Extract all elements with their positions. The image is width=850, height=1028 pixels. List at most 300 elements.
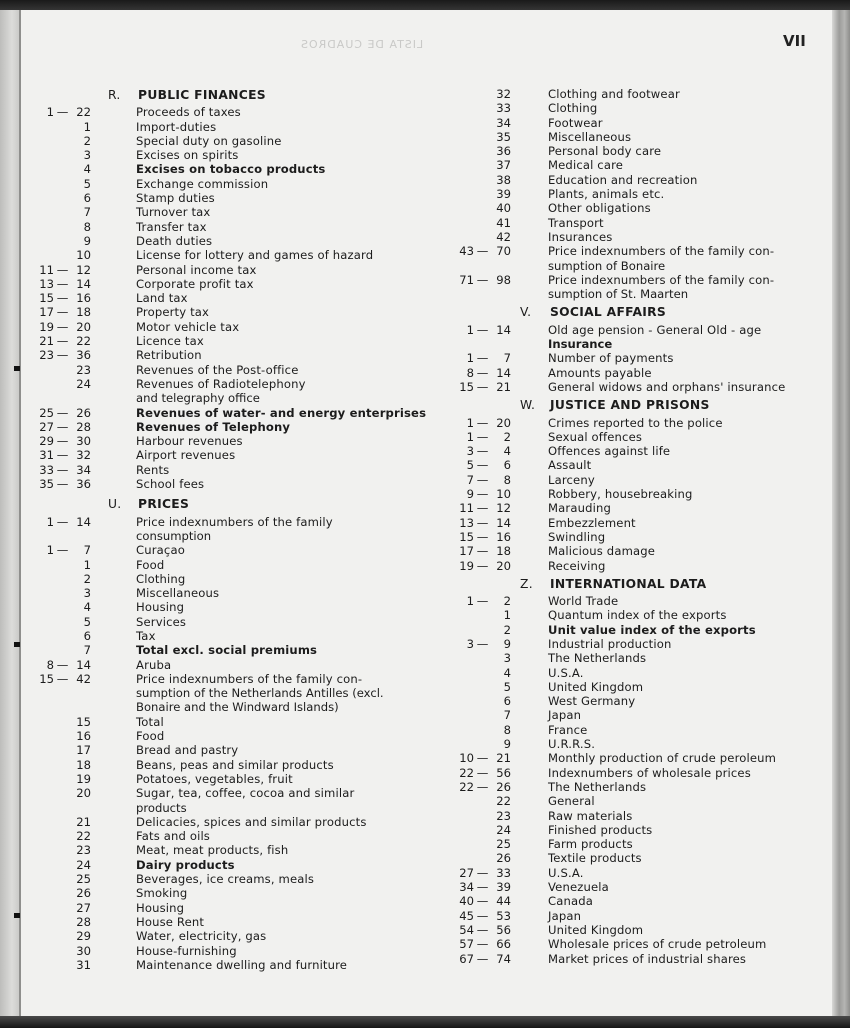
table-number	[448, 708, 548, 722]
range-start: 71	[459, 272, 474, 287]
list-item-label: Dairy products	[136, 857, 235, 872]
range-dash: —	[476, 458, 489, 473]
list-item-label: Licence tax	[136, 334, 204, 349]
range-single: 31	[76, 957, 91, 972]
range-end: 2	[503, 594, 511, 609]
table-number	[28, 448, 136, 462]
list-item-label: Price indexnumbers of the family	[136, 514, 333, 529]
list-item	[28, 815, 428, 829]
table-number	[28, 643, 136, 657]
range-end: 21	[496, 751, 511, 766]
range-single: 4	[503, 665, 511, 680]
list-item	[448, 923, 808, 937]
list-item	[448, 637, 808, 651]
range-single: 3	[83, 148, 91, 163]
list-item-label: Finished products	[548, 822, 653, 837]
range-single: 34	[496, 115, 511, 130]
range-dash: —	[476, 244, 489, 259]
table-number	[28, 901, 136, 915]
range-single: 24	[76, 376, 91, 391]
list-item	[448, 516, 808, 530]
table-number	[28, 786, 136, 800]
range-start: 22	[459, 765, 474, 780]
list-item-label: Water, electricity, gas	[136, 929, 267, 944]
range-dash: —	[476, 365, 489, 380]
list-item-label: Beans, peas and similar products	[136, 757, 334, 772]
list-item	[28, 348, 428, 362]
table-number	[448, 516, 548, 530]
table-number	[28, 758, 136, 772]
list-item	[448, 837, 808, 851]
list-item	[448, 87, 808, 101]
list-item	[448, 351, 808, 365]
range-end: 7	[83, 543, 91, 558]
list-item-label: Insurances	[548, 229, 613, 244]
range-dash: —	[476, 322, 489, 337]
list-item-label: Exchange commission	[136, 176, 269, 191]
list-item	[448, 487, 808, 501]
list-item	[28, 205, 428, 219]
range-dash: —	[476, 922, 489, 937]
table-number	[28, 572, 136, 586]
table-number	[448, 351, 548, 365]
list-item-label: France	[548, 722, 588, 737]
list-item	[448, 559, 808, 573]
range-dash: —	[56, 276, 69, 291]
range-dash: —	[476, 636, 489, 651]
range-end: 98	[496, 272, 511, 287]
list-item	[448, 187, 808, 201]
table-number	[28, 348, 136, 362]
range-dash: —	[476, 937, 489, 952]
range-single: 35	[496, 129, 511, 144]
table-number	[28, 305, 136, 319]
list-item-label: Revenues of the Post-office	[136, 362, 299, 377]
section-title: JUSTICE AND PRISONS	[550, 398, 710, 413]
range-start: 7	[466, 472, 474, 487]
list-item-label: Farm products	[548, 837, 633, 852]
list-item-label: Price indexnumbers of the family con-	[136, 671, 363, 686]
range-single: 26	[76, 886, 91, 901]
table-number	[28, 148, 136, 162]
range-dash: —	[56, 543, 69, 558]
table-number	[28, 772, 136, 786]
list-item	[448, 544, 808, 558]
list-item	[28, 886, 428, 900]
table-number	[448, 158, 548, 172]
table-number	[448, 866, 548, 880]
list-item	[448, 530, 808, 544]
range-start: 1	[466, 594, 474, 609]
table-number	[28, 915, 136, 929]
range-single: 28	[76, 914, 91, 929]
list-item	[448, 694, 808, 708]
table-number	[28, 515, 136, 529]
range-start: 8	[46, 657, 54, 672]
table-number	[448, 101, 548, 115]
list-item	[448, 380, 808, 394]
range-start: 19	[459, 558, 474, 573]
range-dash: —	[56, 657, 69, 672]
list-item	[28, 558, 428, 572]
list-item-label: Services	[136, 614, 187, 629]
range-end: 10	[496, 487, 511, 502]
list-item	[448, 473, 808, 487]
list-item-label: Medical care	[548, 158, 624, 173]
list-item-label: Larceny	[548, 472, 595, 487]
page-edge	[832, 10, 850, 1018]
list-item-continuation: consumption	[136, 528, 212, 543]
table-number	[28, 291, 136, 305]
range-start: 3	[466, 636, 474, 651]
list-item-label: Monthly production of crude peroleum	[548, 751, 777, 766]
table-number	[448, 952, 548, 966]
range-end: 20	[76, 319, 91, 334]
list-item	[28, 615, 428, 629]
table-number	[448, 116, 548, 130]
list-item-label: Malicious damage	[548, 544, 656, 559]
range-dash: —	[476, 865, 489, 880]
table-number	[448, 809, 548, 823]
range-start: 1	[46, 543, 54, 558]
list-item-label: Meat, meat products, fish	[136, 843, 289, 858]
range-single: 6	[83, 628, 91, 643]
range-dash: —	[476, 951, 489, 966]
list-item-label: Food	[136, 729, 165, 744]
range-single: 22	[76, 829, 91, 844]
list-item-label: U.S.A.	[548, 665, 584, 680]
range-dash: —	[476, 558, 489, 573]
range-end: 14	[76, 514, 91, 529]
table-number	[448, 273, 548, 287]
list-item	[448, 323, 808, 337]
list-item	[448, 416, 808, 430]
range-single: 38	[496, 172, 511, 187]
table-number	[28, 615, 136, 629]
range-start: 1	[46, 514, 54, 529]
list-item-label: Japan	[548, 908, 582, 923]
list-item	[28, 148, 428, 162]
list-item	[448, 430, 808, 444]
section-title: PRICES	[138, 497, 190, 512]
list-item	[28, 515, 428, 529]
list-item-label: Embezzlement	[548, 515, 636, 530]
list-item	[28, 915, 428, 929]
section-letter: W.	[520, 398, 536, 413]
list-item	[28, 600, 428, 614]
range-dash: —	[476, 444, 489, 459]
range-dash: —	[476, 529, 489, 544]
list-item-label: Harbour revenues	[136, 434, 243, 449]
range-end: 18	[496, 544, 511, 559]
range-dash: —	[476, 908, 489, 923]
range-start: 13	[39, 276, 54, 291]
table-number	[28, 743, 136, 757]
range-single: 6	[83, 191, 91, 206]
list-item-label: Robbery, housebreaking	[548, 487, 693, 502]
range-single: 20	[76, 786, 91, 801]
range-end: 7	[503, 351, 511, 366]
list-item-label: Clothing	[548, 101, 598, 116]
range-start: 27	[39, 419, 54, 434]
table-number	[28, 334, 136, 348]
list-item-label: World Trade	[548, 594, 619, 609]
list-item	[28, 944, 428, 958]
range-dash: —	[56, 305, 69, 320]
section-heading	[28, 88, 428, 102]
table-number	[28, 843, 136, 857]
range-dash: —	[56, 419, 69, 434]
list-item-continuation: products	[136, 800, 187, 815]
range-end: 14	[496, 365, 511, 380]
list-item	[448, 866, 808, 880]
left-column	[28, 88, 428, 972]
list-item-label: Receiving	[548, 558, 606, 573]
table-number	[28, 600, 136, 614]
table-number	[448, 766, 548, 780]
table-number	[28, 829, 136, 843]
list-item-label: U.R.R.S.	[548, 737, 596, 752]
list-item-label: Price indexnumbers of the family con-	[548, 272, 775, 287]
range-dash: —	[476, 515, 489, 530]
range-end: 2	[503, 429, 511, 444]
range-end: 14	[496, 515, 511, 530]
table-number	[448, 444, 548, 458]
list-item-label: Tax	[136, 628, 156, 643]
range-start: 13	[459, 515, 474, 530]
range-single: 26	[496, 851, 511, 866]
range-single: 15	[76, 714, 91, 729]
range-start: 5	[466, 458, 474, 473]
section-heading	[28, 497, 428, 511]
list-item	[448, 937, 808, 951]
range-end: 56	[496, 765, 511, 780]
list-item-label: Bread and pastry	[136, 743, 239, 758]
list-item	[28, 162, 428, 176]
range-dash: —	[56, 514, 69, 529]
range-dash: —	[476, 594, 489, 609]
range-start: 27	[459, 865, 474, 880]
list-item-label: Amounts payable	[548, 365, 652, 380]
list-item-label: Clothing and footwear	[548, 87, 680, 101]
list-item	[28, 120, 428, 134]
range-single: 1	[83, 119, 91, 134]
table-number	[28, 220, 136, 234]
list-item	[28, 334, 428, 348]
section-title: PUBLIC FINANCES	[138, 88, 266, 102]
section-title: INTERNATIONAL DATA	[550, 576, 707, 591]
range-dash: —	[476, 487, 489, 502]
section-letter: Z.	[520, 576, 533, 591]
list-item-label: Total	[136, 714, 164, 729]
list-item	[28, 263, 428, 277]
table-number	[448, 880, 548, 894]
list-item	[28, 872, 428, 886]
list-item-label: The Netherlands	[548, 651, 647, 666]
list-item	[28, 134, 428, 148]
list-item-label: Wholesale prices of crude petroleum	[548, 937, 767, 952]
list-item-label: Airport revenues	[136, 448, 236, 463]
list-item	[28, 177, 428, 191]
list-item-label: Sexual offences	[548, 429, 643, 444]
list-item	[448, 608, 808, 622]
range-single: 39	[496, 187, 511, 202]
table-number	[448, 530, 548, 544]
range-single: 1	[503, 608, 511, 623]
list-item-label: General widows and orphans' insurance	[548, 379, 786, 394]
range-single: 27	[76, 900, 91, 915]
list-item	[28, 420, 428, 434]
list-item-label: Venezuela	[548, 880, 609, 895]
list-item	[448, 723, 808, 737]
section-heading	[448, 398, 808, 412]
list-item-label: Price indexnumbers of the family con-	[548, 244, 775, 259]
range-start: 45	[459, 908, 474, 923]
table-number	[448, 723, 548, 737]
list-item	[28, 434, 428, 448]
range-start: 25	[39, 405, 54, 420]
range-single: 2	[503, 622, 511, 637]
list-item	[448, 794, 808, 808]
list-item-label: Total excl. social premiums	[136, 643, 318, 658]
range-start: 23	[39, 348, 54, 363]
range-start: 1	[466, 322, 474, 337]
table-number	[448, 244, 548, 258]
list-item	[448, 101, 808, 115]
list-item	[28, 658, 428, 672]
list-item	[28, 715, 428, 729]
list-item	[448, 909, 808, 923]
table-number	[448, 144, 548, 158]
list-item-label: Rents	[136, 462, 170, 477]
range-single: 5	[83, 176, 91, 191]
list-item-label: Miscellaneous	[548, 129, 632, 144]
list-item	[28, 277, 428, 291]
list-item-label: Market prices of industrial shares	[548, 951, 747, 966]
range-dash: —	[56, 462, 69, 477]
list-item-label: Revenues of water- and energy enterprises	[136, 405, 427, 420]
list-item-label: House-furnishing	[136, 943, 237, 958]
range-end: 20	[496, 558, 511, 573]
range-end: 9	[503, 636, 511, 651]
range-dash: —	[56, 448, 69, 463]
range-dash: —	[56, 671, 69, 686]
table-number	[28, 958, 136, 972]
range-end: 26	[76, 405, 91, 420]
range-single: 7	[83, 643, 91, 658]
range-start: 40	[459, 894, 474, 909]
binding-mark	[14, 366, 20, 371]
range-single: 29	[76, 929, 91, 944]
list-item-continuation: and telegraphy office	[136, 391, 260, 406]
range-single: 2	[83, 133, 91, 148]
list-item-label: Maintenance dwelling and furniture	[136, 957, 348, 972]
table-number	[448, 230, 548, 244]
list-item-label: Marauding	[548, 501, 611, 516]
range-single: 9	[503, 737, 511, 752]
table-number	[28, 406, 136, 420]
table-number	[448, 937, 548, 951]
range-single: 5	[83, 614, 91, 629]
list-item-label: Property tax	[136, 305, 210, 320]
range-single: 33	[496, 101, 511, 116]
table-number	[448, 608, 548, 622]
table-number	[448, 751, 548, 765]
list-item	[448, 780, 808, 794]
list-item	[448, 666, 808, 680]
range-single: 1	[83, 557, 91, 572]
table-number	[28, 434, 136, 448]
table-number	[448, 894, 548, 908]
table-number	[28, 205, 136, 219]
section-heading	[448, 577, 808, 591]
range-single: 24	[76, 857, 91, 872]
list-item-label: House Rent	[136, 914, 205, 929]
table-number	[448, 837, 548, 851]
range-start: 3	[466, 444, 474, 459]
range-end: 70	[496, 244, 511, 259]
list-item	[28, 572, 428, 586]
range-single: 18	[76, 757, 91, 772]
range-start: 1	[46, 105, 54, 120]
list-item	[28, 248, 428, 262]
list-item	[448, 444, 808, 458]
range-start: 31	[39, 448, 54, 463]
list-item-label: Revenues of Radiotelephony	[136, 376, 306, 391]
table-number	[448, 458, 548, 472]
range-single: 3	[83, 586, 91, 601]
table-number	[28, 477, 136, 491]
section-title: SOCIAL AFFAIRS	[550, 305, 667, 320]
range-dash: —	[476, 379, 489, 394]
range-end: 21	[496, 379, 511, 394]
list-item-label: Miscellaneous	[136, 586, 220, 601]
list-item	[28, 191, 428, 205]
list-item-continuation: sumption of Bonaire	[548, 258, 666, 273]
right-column	[448, 87, 808, 966]
list-item-label: Quantum index of the exports	[548, 608, 727, 623]
table-number	[28, 658, 136, 672]
table-number	[28, 929, 136, 943]
list-item-label: Number of payments	[548, 351, 674, 366]
range-end: 32	[76, 448, 91, 463]
list-item-label: Textile products	[548, 851, 642, 866]
list-item	[28, 305, 428, 319]
list-item	[448, 851, 808, 865]
table-number	[28, 363, 136, 377]
list-item-label: Food	[136, 557, 165, 572]
range-single: 7	[83, 205, 91, 220]
range-dash: —	[476, 544, 489, 559]
list-item-label: Footwear	[548, 115, 603, 130]
table-number	[448, 823, 548, 837]
list-item-label: Japan	[548, 708, 582, 723]
list-item-label: Fats and oils	[136, 829, 211, 844]
list-item	[28, 958, 428, 972]
list-item-label: Transfer tax	[136, 219, 207, 234]
list-item-label: Housing	[136, 900, 185, 915]
table-number	[28, 886, 136, 900]
table-number	[448, 559, 548, 573]
list-item-label: Potatoes, vegetables, fruit	[136, 771, 293, 786]
range-single: 21	[76, 814, 91, 829]
range-end: 26	[496, 779, 511, 794]
range-end: 36	[76, 348, 91, 363]
range-start: 57	[459, 937, 474, 952]
range-single: 16	[76, 729, 91, 744]
range-dash: —	[476, 751, 489, 766]
range-single: 23	[496, 808, 511, 823]
